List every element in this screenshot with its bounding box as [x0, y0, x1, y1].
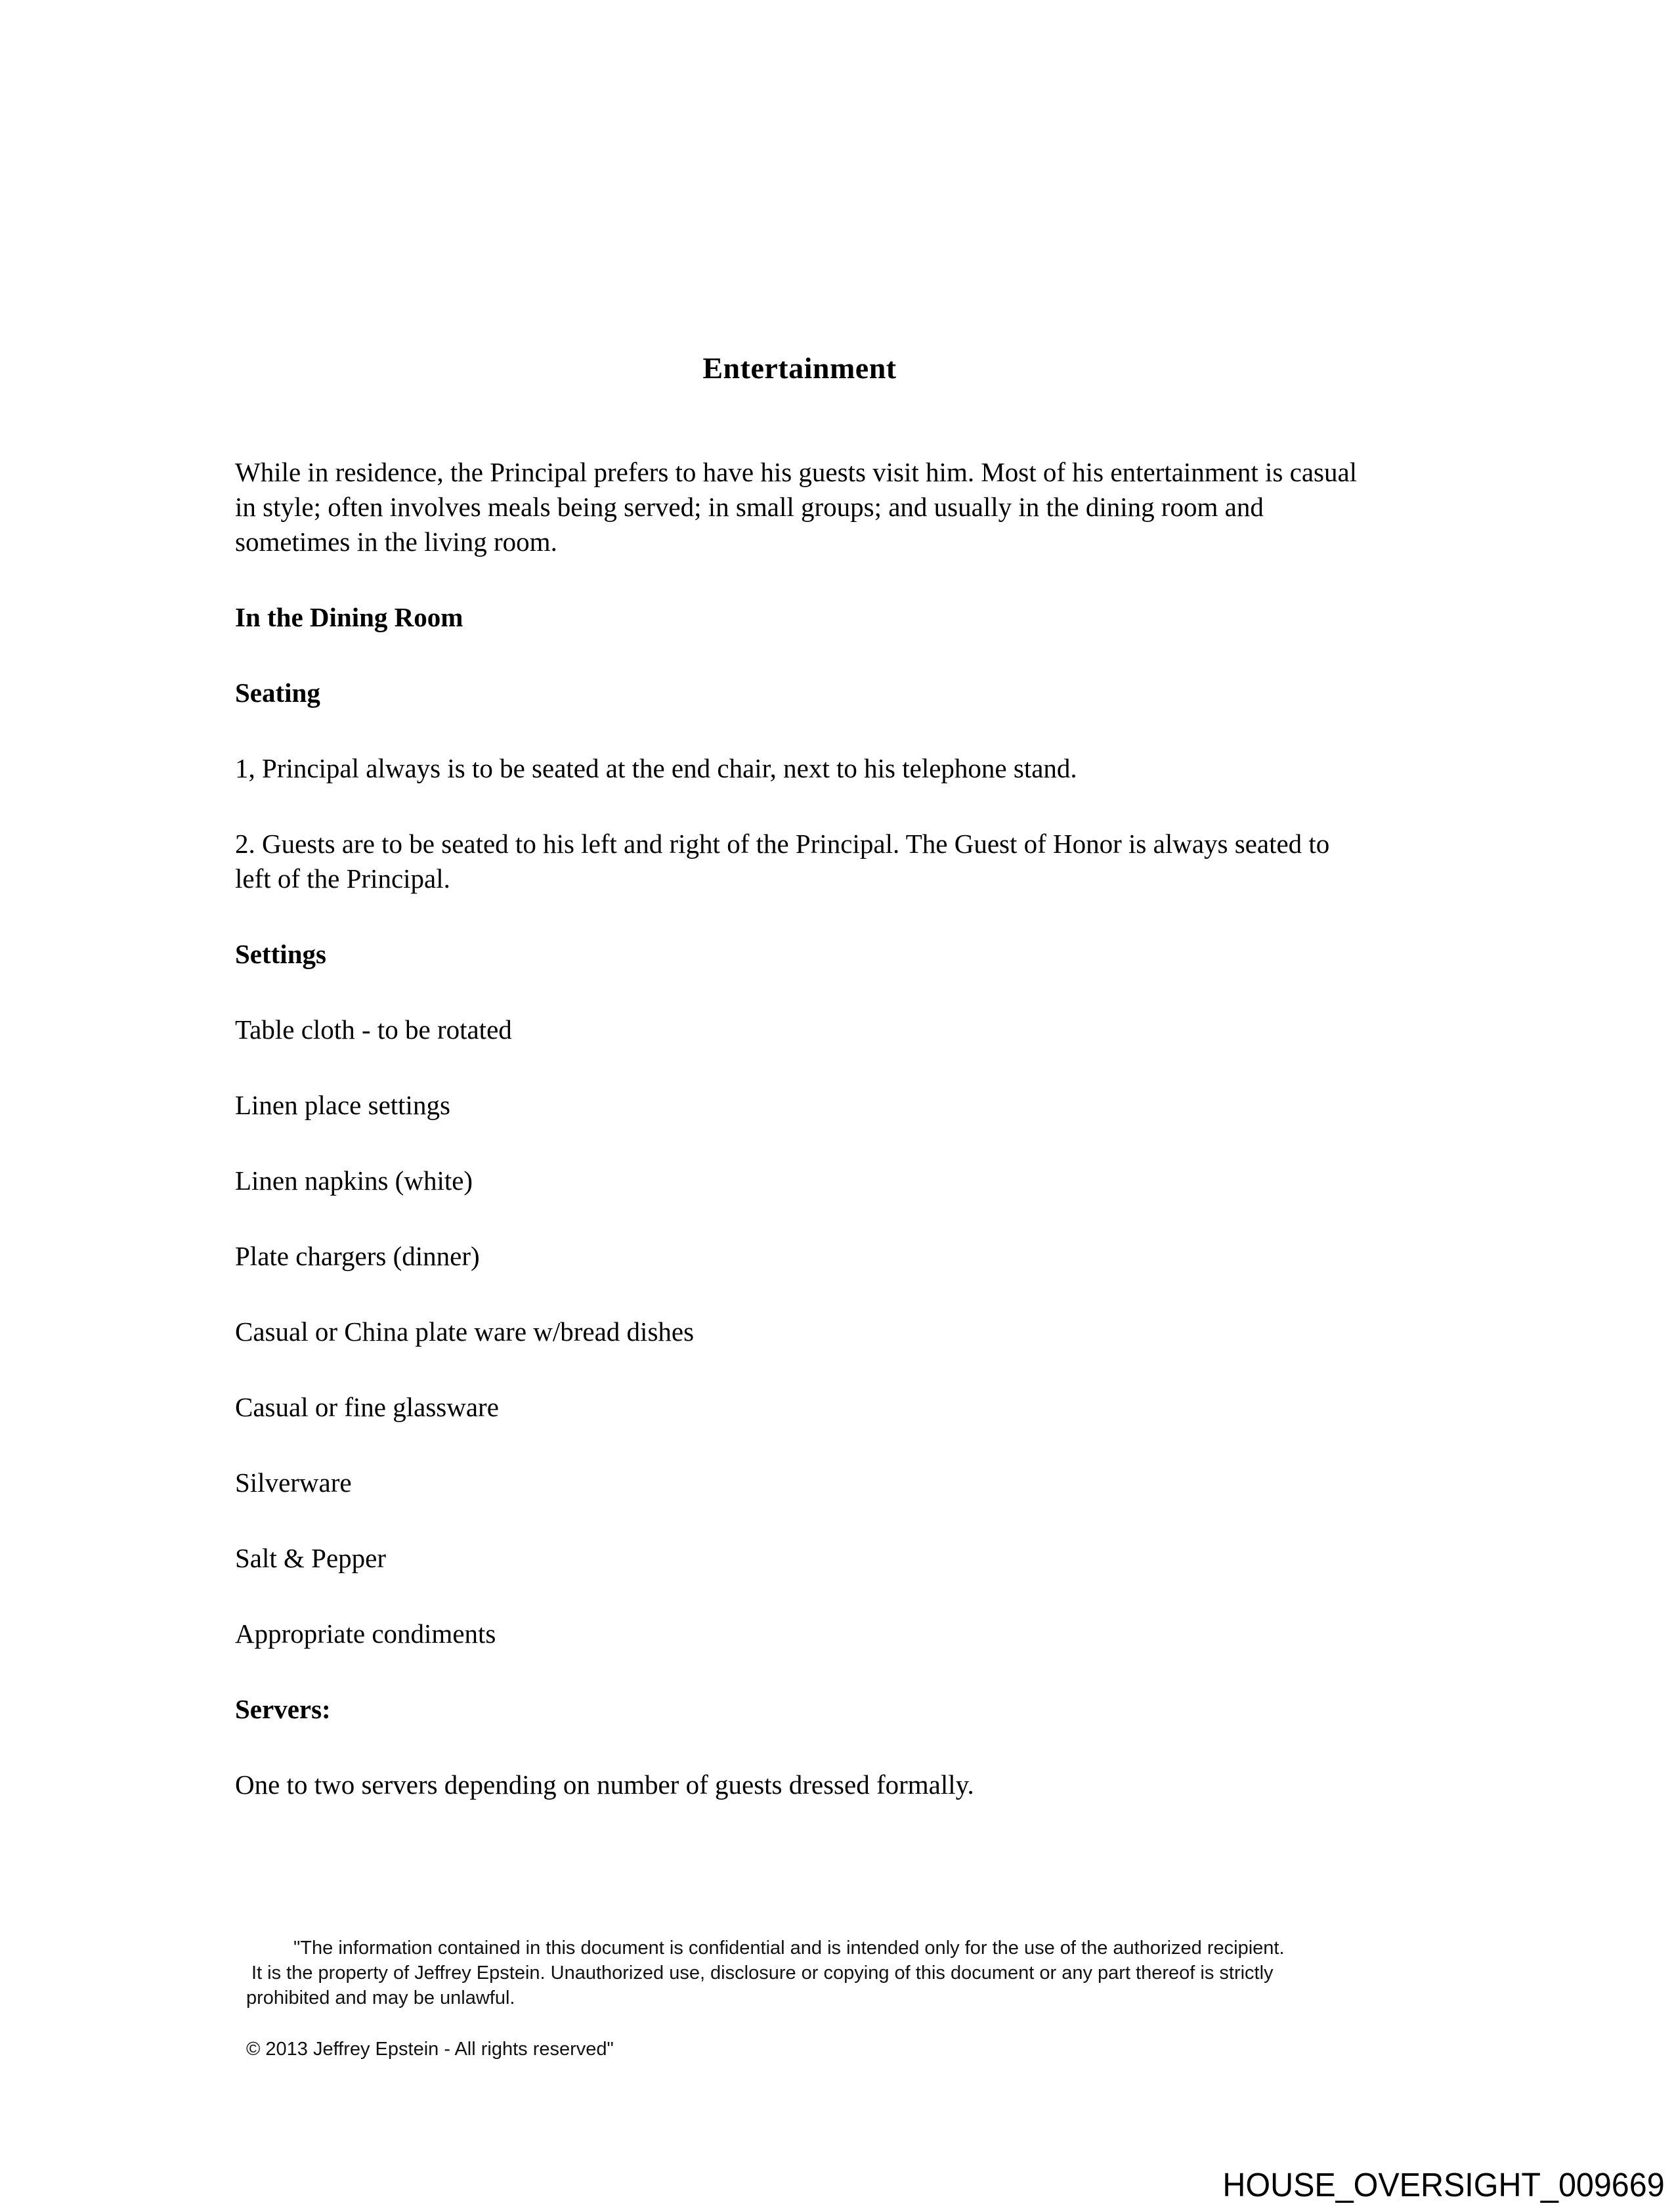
settings-heading: Settings: [235, 939, 326, 969]
document-body: [235, 350, 1364, 1802]
settings-item-plate-chargers: Plate chargers (dinner): [235, 1241, 480, 1271]
seating-item-2: 2. Guests are to be seated to his left and right of the Principal. The Guest of Honor is always seated to left of the Principal.: [235, 829, 1330, 894]
servers-paragraph: One to two servers depending on number of guests dressed formally.: [235, 1769, 974, 1800]
dining-room-heading: In the Dining Room: [235, 602, 463, 632]
disclaimer-line-3: prohibited and may be unlawful.: [246, 1987, 515, 2008]
seating-item-1: 1, Principal always is to be seated at the end chair, next to his telephone stand.: [235, 753, 1077, 783]
confidentiality-footer: [246, 1936, 1415, 2062]
settings-item-plate-ware: Casual or China plate ware w/bread dishes: [235, 1316, 695, 1347]
settings-item-condiments: Appropriate condiments: [235, 1618, 496, 1649]
servers-heading: Servers:: [235, 1694, 331, 1724]
disclaimer-line-2: It is the property of Jeffrey Epstein. Unauthorized use, disclosure or copying of this document or any part thereof is strictly: [251, 1963, 1274, 1984]
document-title: Entertainment: [702, 351, 897, 385]
settings-item-salt-pepper: Salt & Pepper: [235, 1543, 387, 1573]
disclaimer-line-1: "The information contained in this document is confidential and is intended only for the use of the authorized recipient.: [293, 1938, 1285, 1959]
intro-paragraph: While in residence, the Principal prefers to have his guests visit him. Most of his entertainment is casual in style; often involves meals being served; in small groups; and usually in the dining room and sometimes in the living room.: [235, 457, 1358, 557]
seating-heading: Seating: [235, 678, 320, 708]
bates-number: HOUSE_OVERSIGHT_009669: [1222, 2166, 1665, 2203]
copyright-line: © 2013 Jeffrey Epstein - All rights reserved": [246, 2039, 614, 2060]
settings-item-linen-napkins: Linen napkins (white): [235, 1165, 473, 1196]
settings-item-silverware: Silverware: [235, 1467, 352, 1498]
settings-item-tablecloth: Table cloth - to be rotated: [235, 1014, 512, 1045]
settings-item-glassware: Casual or fine glassware: [235, 1392, 499, 1422]
settings-item-linen-place-settings: Linen place settings: [235, 1090, 450, 1120]
